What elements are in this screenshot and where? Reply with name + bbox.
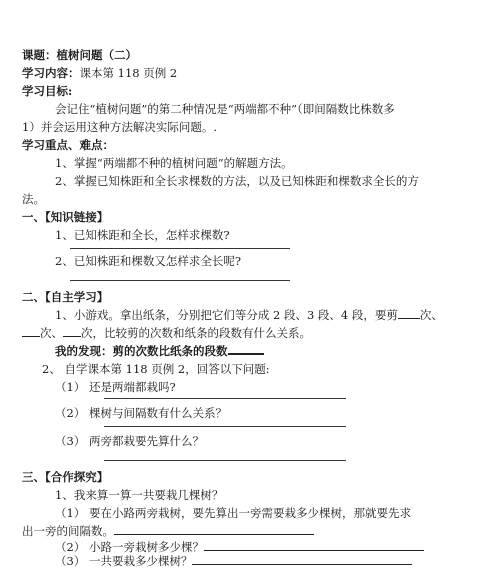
self-study-sub-3: （3） 两旁都栽要先算什么？ [55,434,204,448]
answer-line-sub-2[interactable] [104,426,346,427]
section-self-study-header: 二、【自主学习】 [22,290,109,304]
q1-text-d: 次，比较剪的次数和纸条的段数有什么关系。 [81,326,311,340]
cooperative-question-1: 1、我来算一算一共要栽几棵树？ [55,488,224,502]
section-knowledge-link-header: 一、【知识链接】 [22,210,109,224]
section-cooperative-header: 三、【合作探究】 [22,470,109,484]
cooperative-sub-3-text: （3） 一共要栽多少棵树？ [55,554,193,568]
lesson-title [22,46,137,64]
answer-line-coop-3[interactable] [192,553,412,565]
answer-line-coop-1[interactable] [114,523,314,535]
blank-cuts-2[interactable] [398,307,420,319]
self-study-sub-2: （2） 棵树与间隔数有什么关系？ [55,406,227,420]
lesson-content-value: 课本第 118 页例 2 [79,66,178,80]
answer-line-1[interactable] [70,248,290,249]
blank-cuts-4[interactable] [63,325,81,337]
goal-line-2: 1）并会运用这种方法解决实际问题。. [22,120,217,134]
discovery-text: 我的发现：剪的次数比纸条的段数 [55,344,228,358]
answer-line-coop-2[interactable] [204,539,424,551]
cooperative-sub-3 [55,552,412,570]
goal-label: 学习目标: [22,84,73,98]
lesson-content [22,64,177,82]
q1-text-b: 次、 [419,308,443,322]
self-study-sub-1: （1） 还是两端都栽吗? [55,380,176,394]
knowledge-question-2: 2、已知株距和棵数又怎样求全长呢? [55,254,241,268]
key-points-label: 学习重点、难点： [22,138,114,152]
cooperative-sub-2-text: （2） 小路一旁栽树多少棵？ [55,540,204,554]
answer-line-sub-3[interactable] [104,460,346,461]
answer-line-2[interactable] [70,280,290,281]
goal-line-1: 会记住“植树问题”的第二种情况是“两端都不种”（即间隔数比株数多 [55,102,395,116]
q1-text-a: 1、小游戏。拿出纸条，分别把它们等分成 2 段、3 段、4 段，要剪 [55,308,398,322]
self-study-question-1-line-1 [55,306,443,324]
blank-cuts-3[interactable] [22,325,40,337]
blank-discovery[interactable] [228,342,264,355]
cooperative-sub-1-text: 出一旁的间隔数。 [22,524,114,538]
lesson-title-value: 植树问题（二） [56,48,137,62]
lesson-title-label: 课题： [22,48,57,62]
key-point-2-line-2: 法。 [22,192,45,206]
lesson-content-label: 学习内容： [22,66,80,80]
answer-line-sub-1[interactable] [104,398,346,399]
knowledge-question-1: 1、已知株距和全长，怎样求棵数? [55,228,230,242]
self-study-question-2: 2、 自学课本第 118 页例 2，回答以下问题: [42,362,270,376]
cooperative-sub-1-line-1: （1） 要在小路两旁栽树，要先算出一旁需要栽多少棵树，那就要先求 [55,506,411,520]
key-point-2-line-1: 2、掌握已知株距和全长求棵数的方法，以及已知株距和棵数求全长的方 [55,174,419,188]
key-point-1: 1、掌握“两端都不种的植树问题”的解题方法。 [55,156,293,170]
self-study-question-1-line-2 [22,324,311,342]
q1-text-c: 次、 [40,326,63,340]
discovery-line [55,342,264,360]
